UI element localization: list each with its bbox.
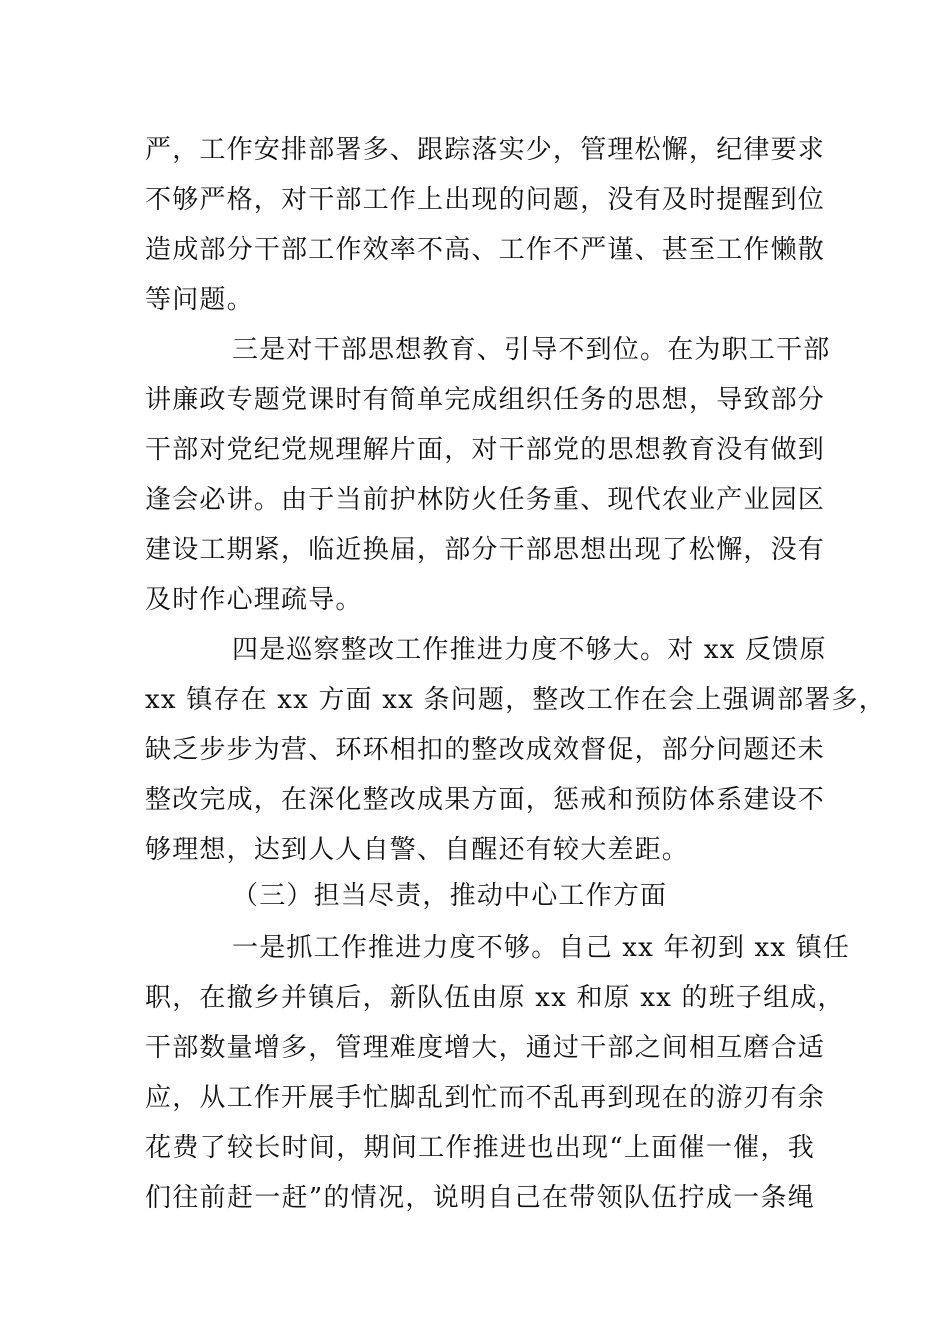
text-line: xx 镇存在 xx 方面 xx 条问题，整改工作在会上强调部署多， [145, 685, 886, 715]
text-line: 干部对党纪党规理解片面，对干部党的思想教育没有做到 [145, 435, 826, 465]
text-line: 不够严格，对干部工作上出现的问题，没有及时提醒到位 [145, 185, 826, 215]
text-line: 逢会必讲。由于当前护林防火任务重、现代农业产业园区 [145, 485, 826, 515]
paragraph-first-line: 一是抓工作推进力度不够。自己 xx 年初到 xx 镇任 [232, 933, 851, 963]
text-line: 及时作心理疏导。 [145, 585, 363, 615]
text-line: 够理想，达到人人自警、自醒还有较大差距。 [145, 835, 690, 865]
paragraph-first-line: 三是对干部思想教育、引导不到位。在为职工干部 [232, 335, 831, 365]
section-heading: （三）担当尽责，推动中心工作方面 [232, 881, 668, 911]
text-line: 花费了较长时间，期间工作推进也出现“上面催一催，我 [145, 1133, 815, 1163]
text-line: 等问题。 [145, 285, 254, 315]
text-line: 严，工作安排部署多、跟踪落实少，管理松懈，纪律要求 [145, 135, 826, 165]
text-line: 干部数量增多，管理难度增大，通过干部之间相互磨合适 [145, 1033, 826, 1063]
text-line: 讲廉政专题党课时有简单完成组织任务的思想，导致部分 [145, 385, 826, 415]
paragraph-first-line: 四是巡察整改工作推进力度不够大。对 xx 反馈原 [232, 635, 827, 665]
text-line: 缺乏步步为营、环环相扣的整改成效督促，部分问题还未 [145, 735, 826, 765]
text-line: 们往前赶一赶”的情况，说明自己在带领队伍拧成一条绳 [145, 1183, 815, 1213]
text-line: 造成部分干部工作效率不高、工作不严谨、甚至工作懒散 [145, 235, 826, 265]
text-line: 建设工期紧，临近换届，部分干部思想出现了松懈，没有 [145, 535, 826, 565]
text-line: 职，在撤乡并镇后，新队伍由原 xx 和原 xx 的班子组成， [145, 983, 845, 1013]
text-line: 整改完成，在深化整改成果方面，惩戒和预防体系建设不 [145, 785, 826, 815]
text-line: 应，从工作开展手忙脚乱到忙而不乱再到现在的游刃有余 [145, 1083, 826, 1113]
